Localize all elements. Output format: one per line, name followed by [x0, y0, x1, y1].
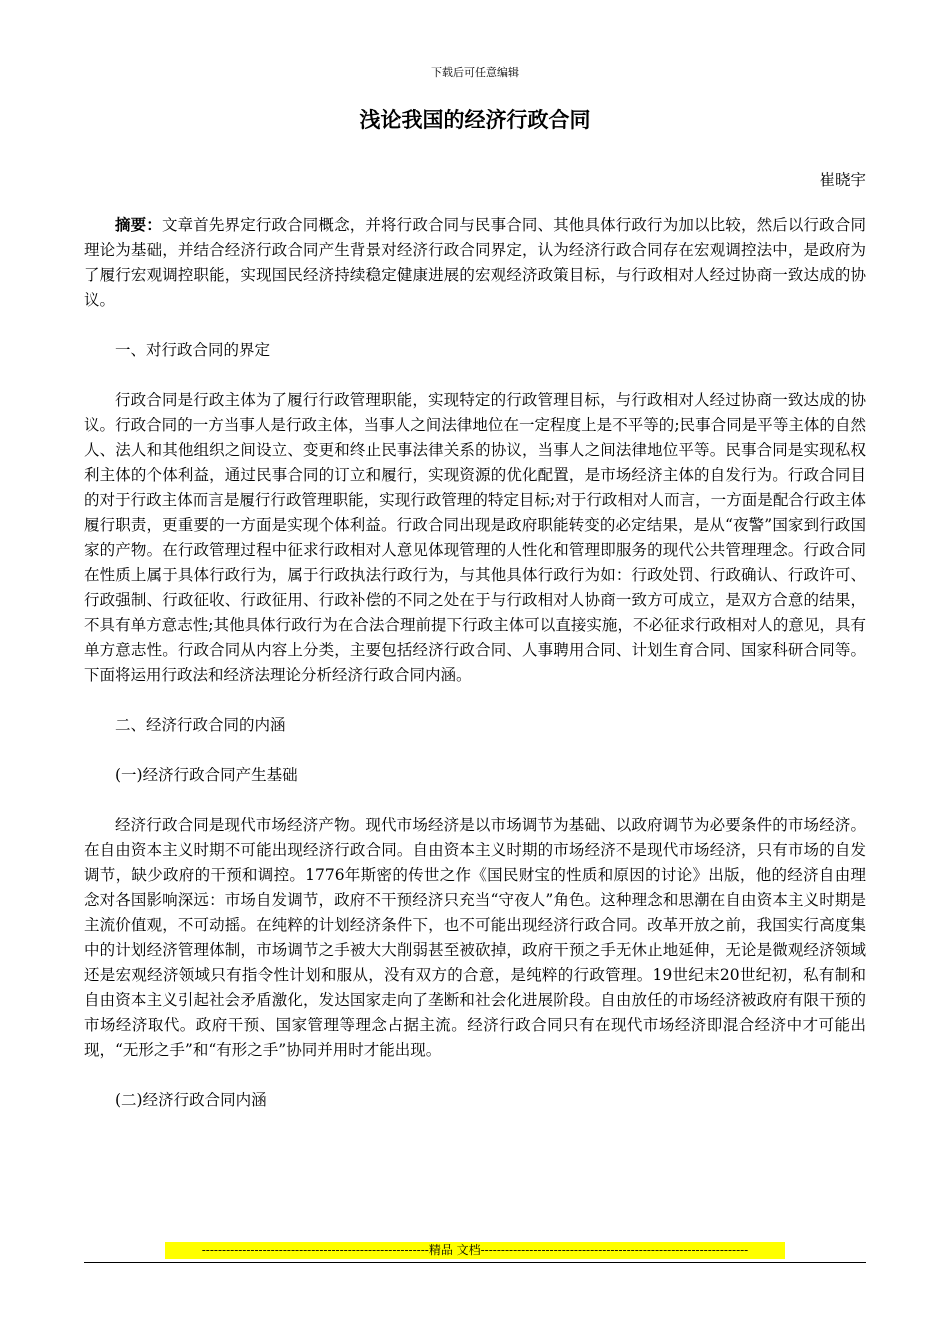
footer-banner: --------------------------------------------------------精品 文档------------------------------------------------------------------	[165, 1242, 785, 1259]
section-2-1-heading: (一)经济行政合同产生基础	[115, 766, 298, 784]
section-2-1-paragraph: 经济行政合同是现代市场经济产物。现代市场经济是以市场调节为基础、以政府调节为必要条件的市场经济。在自由资本主义时期不可能出现经济行政合同。自由资本主义时期的市场经济不是现代市场经济，只有市场的自发调节，缺少政府的干预和调控。1776年斯密的传世之作《国民财宝的性质和原因的讨论》出版，他的经济自由理念对各国影响深远：市场自发调节，政府不干预经济只充当“守夜人”角色。这种理念和思潮在自由资本主义时期是主流价值观，不可动摇。在纯粹的计划经济条件下，也不可能出现经济行政合同。改革开放之前，我国实行高度集中的计划经济管理体制，市场调节之手被大大削弱甚至被砍掉，政府干预之手无休止地延伸，无论是微观经济领域还是宏观经济领域只有指令性计划和服从，没有双方的合意，是纯粹的行政管理。19世纪末20世纪初，私有制和自由资本主义引起社会矛盾激化，发达国家走向了垄断和社会化进展阶段。自由放任的市场经济被政府有限干预的市场经济取代。政府干预、国家管理等理念占据主流。经济行政合同只有在现代市场经济即混合经济中才可能出现，“无形之手”和“有形之手”协同并用时才能出现。	[84, 816, 866, 1059]
document-body	[84, 212, 866, 1113]
section-1-heading: 一、对行政合同的界定	[115, 341, 271, 359]
abstract-label: 摘要：	[115, 215, 162, 234]
footer-divider	[84, 1262, 866, 1263]
section-2-2-heading: (二)经济行政合同内涵	[115, 1091, 267, 1109]
document-title: 浅论我国的经济行政合同	[359, 107, 591, 132]
abstract-text: 文章首先界定行政合同概念，并将行政合同与民事合同、其他具体行政行为加以比较，然后以行政合同理论为基础，并结合经济行政合同产生背景对经济行政合同界定，认为经济行政合同存在宏观调控法中，是政府为了履行宏观调控职能，实现国民经济持续稳定健康进展的宏观经济政策目标，与行政相对人经过协商一致达成的协议。	[84, 216, 866, 309]
abstract-paragraph	[84, 212, 866, 313]
header-note: 下载后可任意编辑	[431, 66, 519, 79]
section-2-heading: 二、经济行政合同的内涵	[115, 716, 286, 734]
author-name: 崔晓宇	[819, 171, 866, 189]
section-1-paragraph: 行政合同是行政主体为了履行行政管理职能，实现特定的行政管理目标，与行政相对人经过协商一致达成的协议。行政合同的一方当事人是行政主体，当事人之间法律地位在一定程度上是不平等的;民事合同是平等主体的自然人、法人和其他组织之间设立、变更和终止民事法律关系的协议，当事人之间法律地位平等。民事合同是实现私权利主体的个体利益，通过民事合同的订立和履行，实现资源的优化配置，是市场经济主体的自发行为。行政合同目的对于行政主体而言是履行行政管理职能，实现行政管理的特定目标;对于行政相对人而言，一方面是配合行政主体履行职责，更重要的一方面是实现个体利益。行政合同出现是政府职能转变的必定结果，是从“夜警”国家到行政国家的产物。在行政管理过程中征求行政相对人意见体现管理的人性化和管理即服务的现代公共管理理念。行政合同在性质上属于具体行政行为，属于行政执法行政行为，与其他具体行政行为如：行政处罚、行政确认、行政许可、行政强制、行政征收、行政征用、行政补偿的不同之处在于与行政相对人协商一致方可成立，是双方合意的结果，不具有单方意志性;其他具体行政行为在合法合理前提下行政主体可以直接实施，不必征求行政相对人的意见，具有单方意志性。行政合同从内容上分类，主要包括经济行政合同、人事聘用合同、计划生育合同、国家科研合同等。下面将运用行政法和经济法理论分析经济行政合同内涵。	[84, 391, 866, 684]
